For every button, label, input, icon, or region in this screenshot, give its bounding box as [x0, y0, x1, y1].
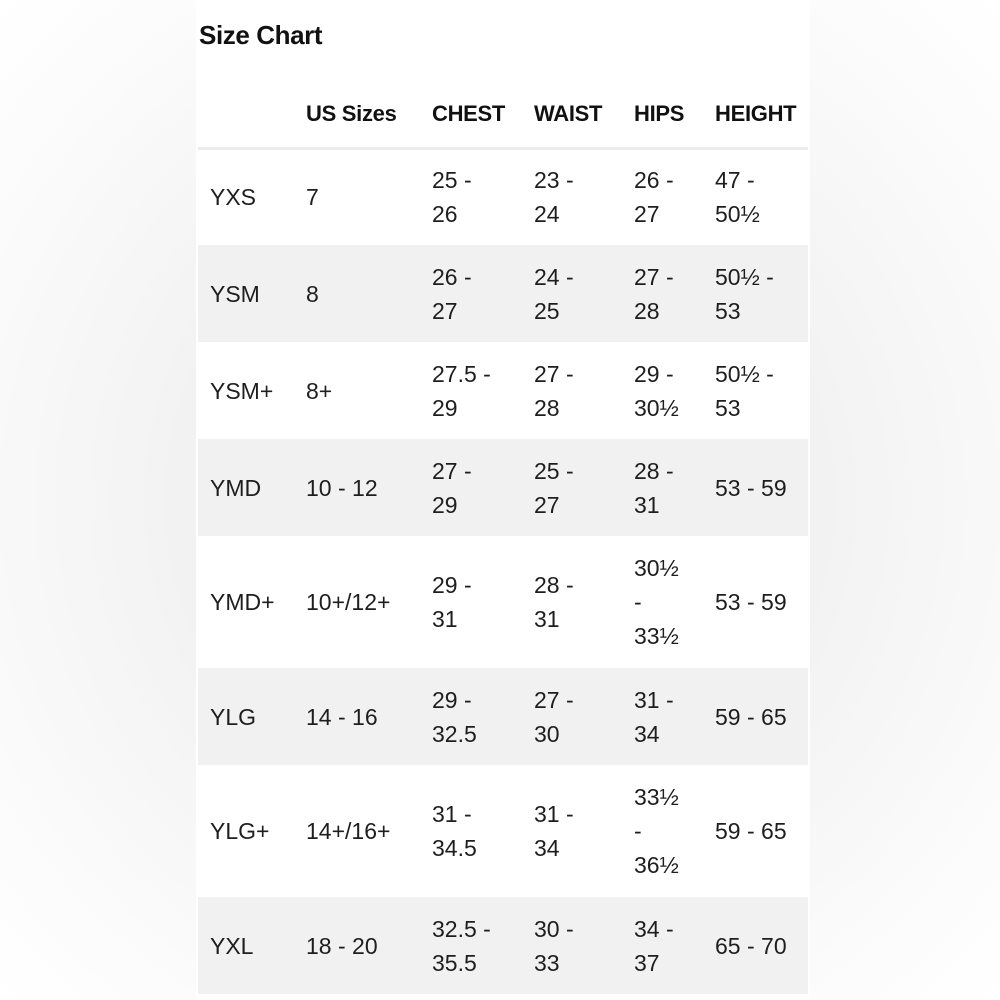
hips-cell: 31 - 34: [634, 686, 674, 747]
table-header-row: [198, 82, 808, 148]
us-size-cell: 18 - 20: [306, 932, 378, 959]
waist-cell: 27 - 28: [534, 360, 574, 421]
chest-cell: 29 - 32.5: [432, 686, 477, 747]
height-cell: 50½ - 53: [715, 360, 774, 421]
size-cell: YXS: [210, 184, 257, 211]
table-row: [198, 765, 808, 897]
size-cell: YMD: [210, 474, 262, 501]
height-cell: 65 - 70: [715, 932, 787, 959]
hips-cell: 28 - 31: [634, 457, 674, 518]
size-cell: YSM: [210, 280, 260, 307]
header-chest: CHEST: [429, 82, 531, 148]
chest-cell: 27.5 - 29: [432, 360, 491, 421]
height-cell: 47 - 50½: [715, 167, 760, 228]
table-row: [198, 439, 808, 536]
hips-cell: 34 - 37: [634, 915, 674, 976]
waist-cell: 31 - 34: [534, 801, 574, 861]
table-row: [198, 148, 808, 245]
size-chart-table: [198, 82, 808, 994]
header-height: HEIGHT: [712, 82, 808, 148]
hips-cell: 26 - 27: [634, 167, 674, 228]
height-cell: 59 - 65: [715, 818, 787, 844]
chest-cell: 31 - 34.5: [432, 801, 477, 861]
size-cell: YLG: [210, 703, 257, 730]
waist-cell: 23 - 24: [534, 167, 574, 228]
table-row: [198, 536, 808, 668]
chest-cell: 32.5 - 35.5: [432, 915, 491, 976]
chest-cell: 26 - 27: [432, 263, 472, 324]
table-row: [198, 668, 808, 765]
header-hips: HIPS: [631, 82, 712, 148]
height-cell: 53 - 59: [715, 474, 787, 501]
waist-cell: 24 - 25: [534, 263, 574, 324]
waist-cell: 27 - 30: [534, 686, 574, 747]
header-waist: WAIST: [531, 82, 631, 148]
us-size-cell: 7: [306, 184, 319, 211]
size-cell: YXL: [210, 932, 254, 959]
height-cell: 53 - 59: [715, 589, 787, 615]
size-chart-panel: [196, 0, 810, 1000]
size-cell: YSM+: [210, 377, 274, 404]
table-row: [198, 897, 808, 994]
waist-cell: 28 - 31: [534, 572, 574, 632]
chest-cell: 29 - 31: [432, 572, 472, 632]
size-cell: YMD+: [210, 589, 275, 615]
us-size-cell: 10+/12+: [306, 589, 391, 615]
us-size-cell: 8+: [306, 377, 333, 404]
hips-cell: 33½ - 36½: [634, 784, 679, 878]
page-title: Size Chart: [199, 20, 323, 50]
waist-cell: 25 - 27: [534, 457, 574, 518]
table-row: [198, 245, 808, 342]
height-cell: 59 - 65: [715, 703, 787, 730]
header-size: [198, 82, 303, 148]
hips-cell: 27 - 28: [634, 263, 674, 324]
hips-cell: 29 - 30½: [634, 360, 679, 421]
hips-cell: 30½ - 33½: [634, 555, 679, 649]
chest-cell: 25 - 26: [432, 167, 472, 228]
us-size-cell: 14+/16+: [306, 818, 391, 844]
height-cell: 50½ - 53: [715, 263, 774, 324]
us-size-cell: 14 - 16: [306, 703, 378, 730]
us-size-cell: 10 - 12: [306, 474, 378, 501]
us-size-cell: 8: [306, 280, 319, 307]
table-row: [198, 342, 808, 439]
chest-cell: 27 - 29: [432, 457, 472, 518]
header-us-sizes: US Sizes: [303, 82, 429, 148]
size-cell: YLG+: [210, 818, 270, 844]
waist-cell: 30 - 33: [534, 915, 574, 976]
